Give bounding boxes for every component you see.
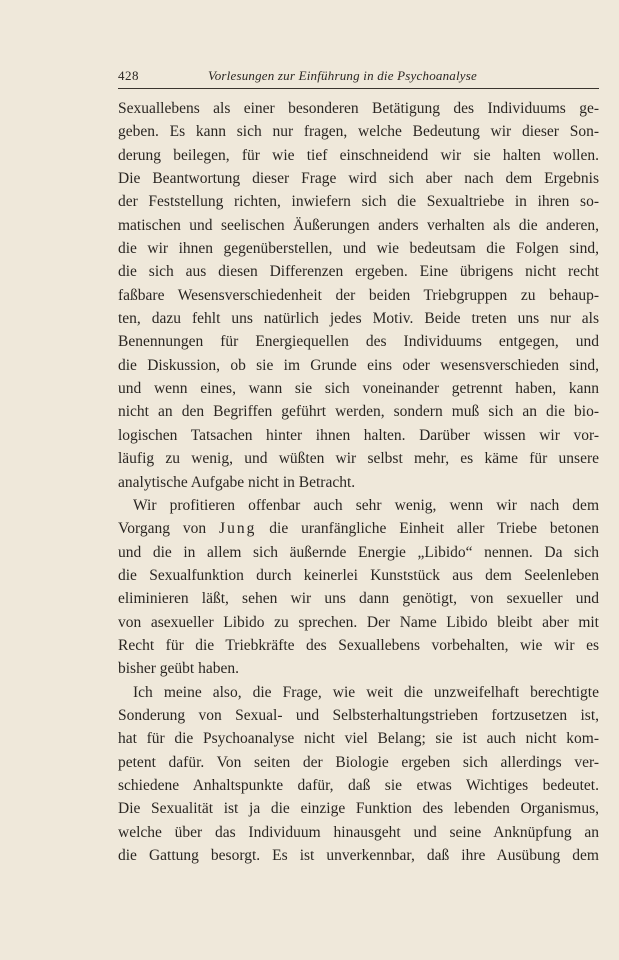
text-line: der Feststellung richten, inwiefern sich die Sexualtriebe in ihren so-	[118, 193, 599, 211]
text-line: welche über das Individuum hinausgeht und seine Anknüpfung an	[118, 823, 599, 841]
text-line: Recht für die Triebkräfte des Sexuallebens vorbehalten, wie wir es	[118, 636, 599, 654]
text-line	[118, 541, 599, 564]
body-text	[118, 97, 599, 867]
text-line: bisher geübt haben.	[118, 660, 239, 678]
text-line: Sonderung von Sexual- und Selbsterhaltungstrieben fortzusetzen ist,	[118, 706, 599, 724]
text-line: und wenn eines, wann sie sich voneinander getrennt haben, kann	[118, 380, 599, 398]
text-line: Wir profitieren offenbar auch sehr wenig, wenn wir nach dem	[133, 496, 599, 514]
text-line: die Diskussion, ob sie im Grunde eins oder wesensverschieden sind,	[118, 356, 599, 374]
text-line: analytische Aufgabe nicht in Betracht.	[118, 473, 356, 491]
running-title: Vorlesungen zur Einführung in die Psychoanalyse	[208, 68, 478, 83]
text-line: die wir ihnen gegenüberstellen, und wie bedeutsam die Folgen sind,	[118, 240, 599, 258]
page-number: 428	[118, 68, 139, 83]
text-line: nicht an den Begriffen geführt werden, sondern muß sich an die bio-	[118, 403, 599, 421]
text-line: faßbare Wesensverschiedenheit der beiden Triebgruppen zu behaup-	[118, 286, 599, 304]
text-line-jung	[118, 517, 599, 540]
text-line: petent dafür. Von seiten der Biologie ergeben sich allerdings ver-	[118, 753, 599, 771]
text-line: von asexueller Libido zu sprechen. Der Name Libido bleibt aber mit	[118, 613, 599, 631]
text-line: matischen und seelischen Äußerungen anders verhalten als die anderen,	[118, 216, 599, 234]
text-line: Die Sexualität ist ja die einzige Funktion des lebenden Organismus,	[118, 800, 599, 818]
text-line: die Gattung besorgt. Es ist unverkennbar, daß ihre Ausübung dem	[118, 847, 599, 864]
text-fragment: die uranfängliche Einheit aller Triebe betonen	[256, 520, 599, 538]
page-header	[118, 64, 599, 89]
text-fragment: und	[118, 543, 142, 561]
text-line: die Sexualfunktion durch keinerlei Kunststück aus dem Seelenleben	[118, 566, 599, 584]
text-line: ten, dazu fehlt uns natürlich jedes Motiv. Beide treten uns nur als	[118, 310, 599, 328]
text-line: derung beilegen, für wie tief einschneidend wir sie halten wollen.	[118, 146, 599, 164]
text-line: die sich aus diesen Differenzen ergeben. Eine übrigens nicht recht	[118, 263, 599, 281]
text-line: hat für die Psychoanalyse nicht viel Belang; sie ist auch nicht kom-	[118, 730, 599, 748]
text-line: Die Beantwortung dieser Frage wird sich aber nach dem Ergebnis	[118, 170, 599, 188]
text-line: eliminieren läßt, sehen wir uns dann genötigt, von sexueller und	[118, 590, 599, 608]
text-line: schiedene Anhaltspunkte dafür, daß sie etwas Wichtiges bedeutet.	[118, 776, 599, 794]
text-line: läufig zu wenig, und wüßten wir selbst mehr, es käme für unsere	[118, 450, 599, 468]
text-fragment: Vorgang von	[118, 520, 220, 538]
text-line: Ich meine also, die Frage, wie weit die unzweifelhaft berechtigte	[133, 683, 599, 701]
text-line: Sexuallebens als einer besonderen Betätigung des Individuums ge-	[118, 100, 599, 117]
text-line: geben. Es kann sich nur fragen, welche Bedeutung wir dieser Son-	[118, 123, 599, 141]
author-name-spaced: Jung	[219, 520, 257, 538]
text-fragment: die in allem sich äußernde Energie „Libido“ nennen. Da sich	[152, 543, 599, 561]
text-line: logischen Tatsachen hinter ihnen halten. Darüber wissen wir vor-	[118, 426, 599, 444]
text-line: Benennungen für Energiequellen des Individuums entgegen, und	[118, 333, 599, 351]
